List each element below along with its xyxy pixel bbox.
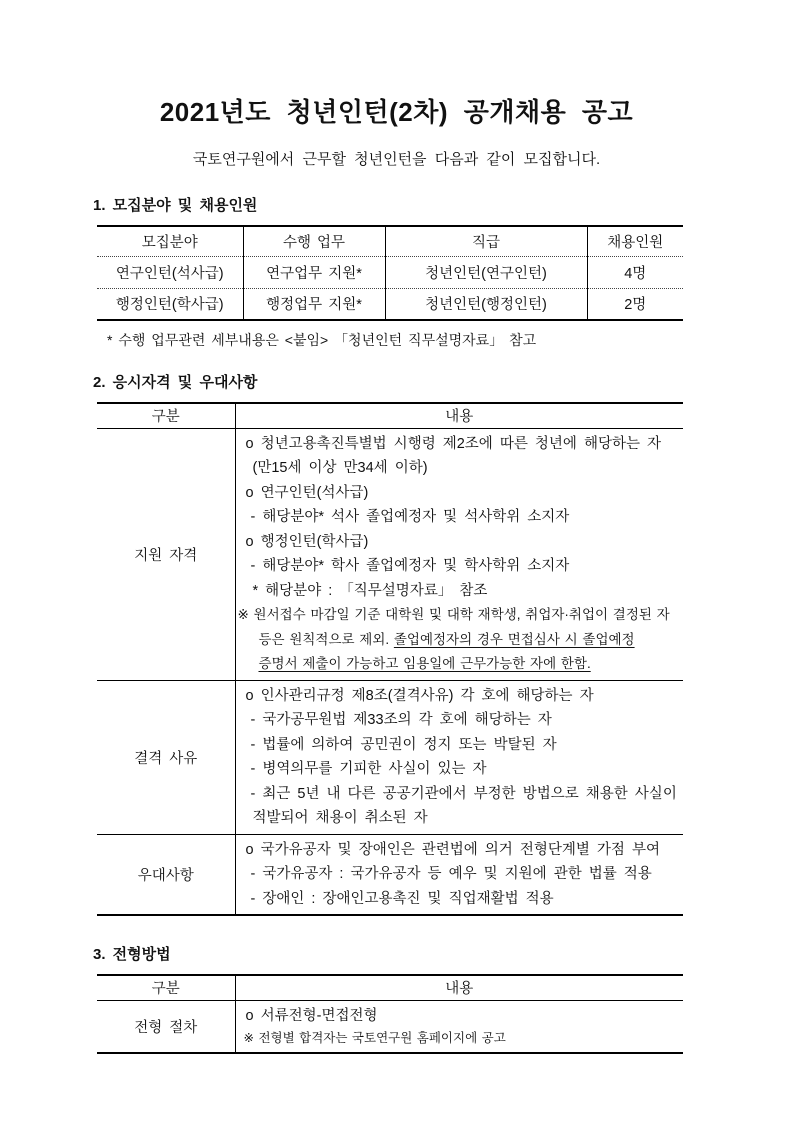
table-footnote: * 수행 업무관련 세부내용은 <붙임> 「청년인턴 직무설명자료」 참고 xyxy=(107,332,537,348)
qualification-line: - 해당분야* 석사 졸업예정자 및 석사학위 소지자 xyxy=(250,509,570,525)
procedure-content xyxy=(235,1000,683,1053)
table-row-admin-intern xyxy=(97,288,683,320)
row-label: 전형 절차 xyxy=(134,1019,198,1036)
procedure-note-line: ※ 전형별 합격자는 국토연구원 홈페이지에 공고 xyxy=(243,1031,506,1045)
disqualification-line: - 병역의무를 기피한 사실이 있는 자 xyxy=(250,761,487,777)
row-label: 지원 자격 xyxy=(97,428,235,680)
eligibility-table-header-row xyxy=(97,403,683,428)
cell-grade: 청년인턴(행정인턴) xyxy=(385,288,587,320)
section-1-heading: 1. 모집분야 및 채용인원 xyxy=(93,197,258,214)
qualification-line: - 해당분야* 학사 졸업예정자 및 학사학위 소지자 xyxy=(250,558,570,574)
disqualification-line: o 인사관리규정 제8조(결격사유) 각 호에 해당하는 자 xyxy=(245,687,594,704)
cell-grade: 청년인턴(연구인턴) xyxy=(385,256,587,288)
preference-content xyxy=(235,834,683,915)
cell-headcount: 4명 xyxy=(587,256,683,288)
qualification-line: (만15세 이상 만34세 이하) xyxy=(252,460,428,476)
table-row-disqualification xyxy=(97,680,683,834)
qualification-note-line: ※ 원서접수 마감일 기준 대학원 및 대학 재학생, 취업자·취업이 결정된 자 xyxy=(237,607,670,622)
cell-duty: 연구업무 지원* xyxy=(243,256,385,288)
cell-duty: 행정업무 지원* xyxy=(243,288,385,320)
table-row-preference xyxy=(97,834,683,915)
qualification-line: * 해당분야 : 「직무설명자료」 참조 xyxy=(252,582,488,599)
col-header-detail: 내용 xyxy=(235,975,683,1000)
qualification-line: o 연구인턴(석사급) xyxy=(245,484,369,501)
document-body xyxy=(93,197,687,1054)
col-header-category: 구분 xyxy=(97,975,235,1000)
page-subtitle: 국토연구원에서 근무할 청년인턴을 다음과 같이 모집합니다. xyxy=(192,151,601,168)
note-underlined-text: 증명서 제출이 가능하고 임용일에 근무가능한 자에 한함. xyxy=(258,656,591,671)
table-row-qualification xyxy=(97,428,683,680)
cell-field: 연구인턴(석사급) xyxy=(97,256,243,288)
selection-method-table xyxy=(97,974,683,1054)
qualification-line: o 행정인턴(학사급) xyxy=(245,533,369,550)
col-header-category: 구분 xyxy=(97,403,235,428)
section-2-heading: 2. 응시자격 및 우대사항 xyxy=(93,374,258,391)
qualification-content xyxy=(235,428,683,680)
col-header-duty: 수행 업무 xyxy=(243,226,385,256)
preference-line: o 국가유공자 및 장애인은 관련법에 의거 전형단계별 가점 부여 xyxy=(245,841,660,858)
disqualification-line: - 최근 5년 내 다른 공공기관에서 부정한 방법으로 채용한 사실이 xyxy=(250,785,677,802)
col-header-grade: 직급 xyxy=(385,226,587,256)
preference-line: - 장애인 : 장애인고용촉진 및 직업재활법 적용 xyxy=(250,890,554,907)
disqualification-content xyxy=(235,680,683,834)
qualification-line: o 청년고용촉진특별법 시행령 제2조에 따른 청년에 해당하는 자 xyxy=(245,435,662,452)
procedure-line: o 서류전형-면접전형 xyxy=(245,1007,378,1024)
col-header-detail: 내용 xyxy=(235,403,683,428)
selection-table-header-row xyxy=(97,975,683,1000)
table-row-procedure xyxy=(97,1000,683,1053)
section-3-heading: 3. 전형방법 xyxy=(93,946,171,963)
page-title: 2021년도 청년인턴(2차) 공개채용 공고 xyxy=(159,97,634,127)
cell-field: 행정인턴(학사급) xyxy=(115,297,224,314)
eligibility-table xyxy=(97,402,683,916)
col-header-field: 모집분야 xyxy=(97,226,243,256)
row-label: 결격 사유 xyxy=(97,680,235,834)
disqualification-line: 적발되어 채용이 취소된 자 xyxy=(252,810,428,826)
col-header-headcount: 채용인원 xyxy=(587,226,683,256)
preference-line: - 국가유공자 : 국가유공자 등 예우 및 지원에 관한 법률 적용 xyxy=(250,866,652,882)
table-row-research-intern xyxy=(97,256,683,288)
disqualification-line: - 국가공무원법 제33조의 각 호에 해당하는 자 xyxy=(250,712,552,728)
recruitment-table xyxy=(97,225,683,321)
row-label: 우대사항 xyxy=(137,867,194,884)
recruitment-table-header-row xyxy=(97,226,683,256)
qualification-note-line xyxy=(236,652,680,677)
disqualification-line: - 법률에 의하여 공민권이 정지 또는 박탈된 자 xyxy=(250,736,557,753)
qualification-note-line xyxy=(236,628,680,653)
cell-headcount: 2명 xyxy=(587,288,683,320)
note-underlined-text: 졸업예정자의 경우 면접심사 시 졸업예정 xyxy=(393,631,635,647)
note-plain-text: 등은 원칙적으로 제외. xyxy=(258,631,394,647)
